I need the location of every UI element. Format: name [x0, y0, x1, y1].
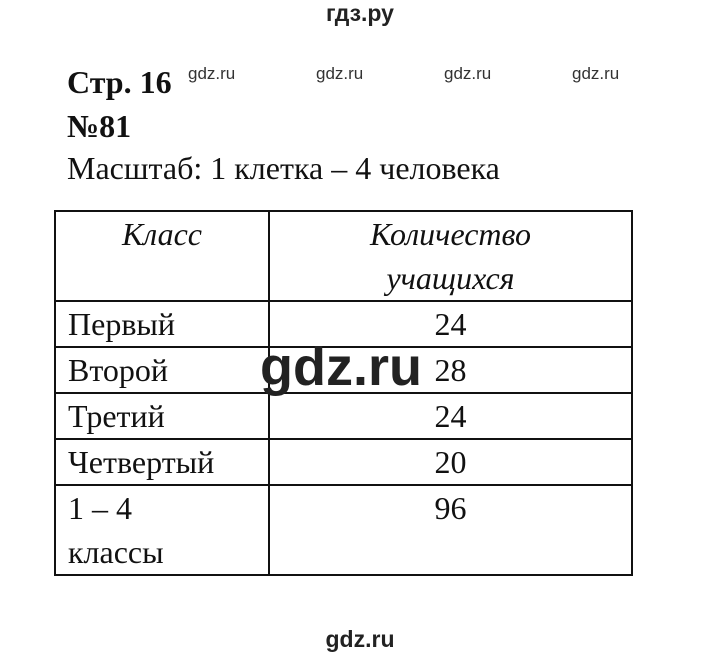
table-row	[55, 393, 632, 439]
task-number: №81	[67, 108, 132, 144]
watermark: gdz.ru	[572, 64, 620, 83]
table-row	[55, 439, 632, 485]
header-count-line1: Количество	[369, 216, 531, 252]
row-class: Третий	[55, 393, 269, 439]
row-count: 28	[269, 347, 632, 393]
header-count	[269, 211, 632, 301]
scale-note: Масштаб: 1 клетка – 4 человека	[67, 150, 500, 186]
row-class: Первый	[55, 301, 269, 347]
total-class-line1: 1 – 4	[68, 490, 132, 526]
table-header-row	[55, 211, 632, 301]
site-header: гдз.ру	[326, 0, 394, 26]
row-count: 20	[269, 439, 632, 485]
total-count: 96	[269, 485, 632, 575]
watermark-large: gdz.ru	[260, 337, 422, 397]
header-count-line2: учащихся	[386, 260, 515, 296]
page-reference: Стр. 16	[67, 64, 172, 100]
header-class	[55, 211, 269, 301]
table-row-total	[55, 485, 632, 575]
total-class	[55, 485, 269, 575]
header-class-label: Класс	[122, 216, 202, 252]
row-class: Четвертый	[55, 439, 269, 485]
total-class-line2: классы	[68, 534, 164, 570]
watermark: gdz.ru	[444, 64, 492, 83]
watermark: gdz.ru	[188, 64, 236, 83]
watermark: gdz.ru	[316, 64, 364, 83]
row-count: 24	[269, 301, 632, 347]
row-class: Второй	[55, 347, 269, 393]
row-count: 24	[269, 393, 632, 439]
site-footer: gdz.ru	[325, 626, 395, 652]
